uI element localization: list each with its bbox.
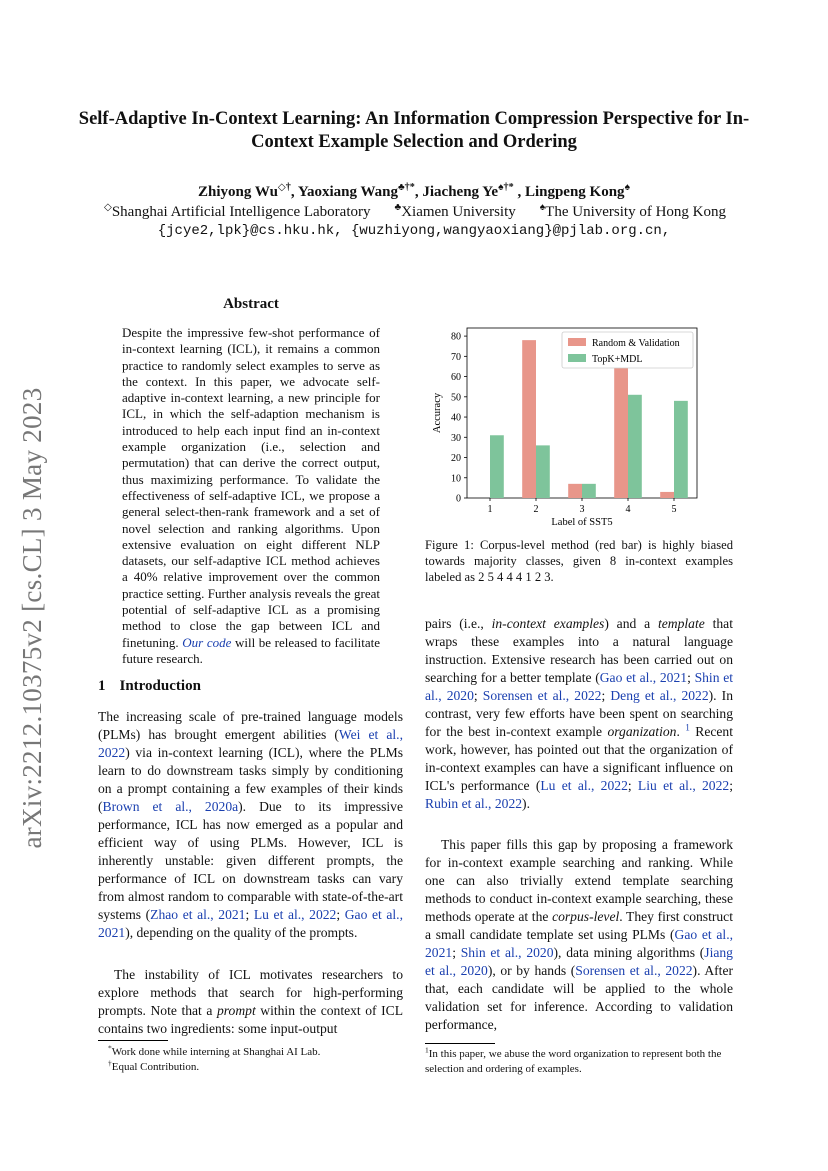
citation-link[interactable]: Shin et al., 2020 bbox=[460, 945, 554, 960]
bar-random-validation bbox=[522, 340, 536, 498]
right-paragraph-1 bbox=[425, 615, 733, 813]
footnote-rule bbox=[425, 1043, 495, 1044]
bar-random-validation bbox=[568, 484, 582, 498]
author-name: Jiacheng Ye bbox=[422, 184, 499, 200]
section-heading-introduction bbox=[98, 678, 398, 695]
text-run: Recent work, however, has pointed out that the organization of in-context examples can have a significant influence on ICL's performance ( bbox=[425, 724, 734, 793]
abstract-tail: will be released to facilitate future research. bbox=[122, 634, 380, 666]
footnote-text: In this paper, we abuse the word organization to represent both the selection and ordering of examples. bbox=[425, 1048, 722, 1075]
citation-link[interactable]: Deng et al., 2022 bbox=[610, 688, 709, 703]
text-run: ). bbox=[522, 796, 530, 811]
author-mark: ♠ bbox=[624, 182, 630, 193]
citation-link[interactable]: Shin et al., 2020 bbox=[425, 670, 734, 703]
author-list bbox=[60, 183, 768, 201]
y-tick-label: 40 bbox=[451, 412, 461, 424]
author-mark: ◇† bbox=[277, 182, 291, 193]
bar-random-validation bbox=[660, 492, 674, 498]
paper-title: Self-Adaptive In-Context Learning: An Information Compression Perspective for In-Context Example Selection and Ordering bbox=[78, 109, 750, 152]
footnote bbox=[98, 1057, 403, 1075]
y-axis-label: Accuracy bbox=[432, 392, 443, 434]
separator: , bbox=[290, 184, 298, 200]
citation-link[interactable]: Lu et al., 2022 bbox=[540, 778, 628, 793]
text-run: ), or by hands ( bbox=[487, 963, 576, 978]
author-name: Yaoxiang Wang bbox=[297, 184, 398, 200]
figure-1-chart bbox=[425, 322, 725, 532]
citation-link[interactable]: Wei et al., 2022 bbox=[98, 727, 403, 760]
citation-link[interactable]: Brown et al., 2020a bbox=[102, 799, 239, 814]
legend-swatch bbox=[568, 338, 586, 346]
y-tick-label: 20 bbox=[451, 453, 461, 465]
text-run: ). After that, each candidate will be applied to the whole validation set for inference. According to validation performance, bbox=[425, 963, 734, 1032]
emphasis: prompt bbox=[216, 1003, 256, 1018]
x-tick-label: 4 bbox=[625, 504, 631, 515]
text-run: pairs (i.e., bbox=[425, 616, 492, 631]
y-tick-label: 10 bbox=[451, 473, 461, 485]
footnotes-left bbox=[98, 1045, 403, 1074]
affiliation bbox=[104, 204, 371, 220]
text-run: . bbox=[676, 724, 686, 739]
y-tick-label: 80 bbox=[451, 331, 461, 343]
x-axis-label: Label of SST5 bbox=[551, 517, 613, 528]
bar-topk-mdl bbox=[628, 395, 642, 498]
text-run: ; bbox=[473, 688, 483, 703]
bar-random-validation bbox=[614, 356, 628, 498]
text-run: . They first construct a small candidate template set using PLMs ( bbox=[425, 909, 733, 942]
text-run: that wraps these examples into a natural language instruction. Extensive research has been carried out on searching for a better template ( bbox=[425, 616, 733, 685]
citation-link[interactable]: Sorensen et al., 2022 bbox=[482, 688, 602, 703]
author-name: Zhiyong Wu bbox=[198, 184, 278, 200]
footnote-right bbox=[425, 1047, 733, 1076]
y-tick-label: 50 bbox=[451, 392, 461, 404]
author-name: Lingpeng Kong bbox=[524, 184, 625, 200]
text-run: within the context of ICL contains two ingredients: some input-output bbox=[98, 1003, 403, 1036]
abstract-body bbox=[122, 325, 380, 667]
code-link[interactable]: Our code bbox=[182, 634, 232, 650]
footnote-ref[interactable]: 1 bbox=[685, 722, 690, 733]
affiliation bbox=[395, 204, 516, 220]
y-tick-label: 70 bbox=[451, 351, 461, 363]
text-run: The instability of ICL motivates researchers to explore methods that search for high-performing prompts. Note that a bbox=[98, 967, 403, 1018]
footnote-text: Work done while interning at Shanghai AI Lab. bbox=[111, 1046, 321, 1058]
emphasis: corpus-level bbox=[552, 909, 620, 924]
emphasis: template bbox=[657, 616, 705, 631]
affiliation-mark: ♠ bbox=[539, 202, 546, 213]
author-mark: ♣†* bbox=[398, 182, 415, 193]
right-paragraph-2 bbox=[425, 836, 733, 1034]
citation-link[interactable]: Jiang et al., 2020 bbox=[425, 945, 733, 978]
citation-link[interactable]: Gao et al., 2021 bbox=[425, 927, 733, 960]
citation-link[interactable]: Gao et al., 2021 bbox=[98, 907, 403, 940]
text-run: The increasing scale of pre-trained language models (PLMs) has brought emergent abilities ( bbox=[98, 709, 403, 742]
y-tick-label: 60 bbox=[451, 372, 461, 384]
bar-topk-mdl bbox=[490, 435, 504, 498]
affiliation-mark: ◇ bbox=[104, 202, 112, 213]
legend-label: Random & Validation bbox=[592, 338, 680, 349]
section-number: 1 bbox=[98, 678, 106, 694]
separator: , bbox=[414, 184, 423, 200]
abstract-text: Despite the impressive few-shot performance of in-context learning (ICL), it remains a common practice to randomly select examples to serve as the context. In this paper, we advocate self-adaptive in-context learning, a new principle for ICL, in which the self-adaption mechanism is introduced to help each input find an in-context example organization (i.e., selection and permutation) that can derive the correct output, thus maximizing performance. To validate the effectiveness of self-adaptive ICL, we propose a general select-then-rank framework and a set of novel selection and ranking algorithms. Upon extensive evaluation on eight different NLP datasets, our self-adaptive ICL method achieves a 40% relative improvement over the common practice setting. Further analysis reveals the great potential of self-adaptive ICL as a promising method to close the gap between ICL and finetuning. bbox=[122, 325, 380, 650]
abstract-heading: Abstract bbox=[223, 296, 279, 312]
x-tick-label: 3 bbox=[579, 504, 585, 515]
text-run: ; bbox=[336, 907, 345, 922]
text-run: ; bbox=[245, 907, 254, 922]
text-run: ) via in-context learning (ICL), where the PLMs learn to do downstream tasks simply by conditioning on a prompt containing a few examples of their kinds ( bbox=[98, 745, 403, 814]
text-run: ). Due to its impressive performance, ICL has now emerged as a popular and efficient way of using PLMs. However, ICL is inherently unstable: given different prompts, the performance of ICL on downstream tasks can vary from almost random to comparable with state-of-the-art systems ( bbox=[98, 799, 404, 922]
affiliation-list bbox=[40, 203, 790, 221]
x-tick-label: 1 bbox=[487, 504, 493, 515]
citation-link[interactable]: Liu et al., 2022 bbox=[637, 778, 730, 793]
affiliation-mark: ♣ bbox=[394, 202, 402, 213]
legend-swatch bbox=[568, 354, 586, 362]
text-run: ; bbox=[687, 670, 695, 685]
citation-link[interactable]: Rubin et al., 2022 bbox=[425, 796, 523, 811]
emphasis: in-context examples bbox=[491, 616, 605, 631]
text-run: ). In contrast, very few efforts have been spent on searching for the best in-context example bbox=[425, 688, 733, 739]
text-run: ), data mining algorithms ( bbox=[553, 945, 705, 960]
footnote bbox=[98, 1045, 403, 1060]
footnote-mark: * bbox=[108, 1043, 112, 1053]
text-run: ; bbox=[627, 778, 638, 793]
text-run: ; bbox=[601, 688, 611, 703]
bar-topk-mdl bbox=[674, 401, 688, 498]
affiliation-name: The University of Hong Kong bbox=[545, 204, 726, 220]
citation-link[interactable]: Sorensen et al., 2022 bbox=[575, 963, 693, 978]
footnote-mark: † bbox=[108, 1057, 112, 1067]
text-run: This paper fills this gap by proposing a framework for in-context example searching and ranking. While one can also trivially extend template searching methods to conduct in-context example searching, these methods operate at the bbox=[425, 837, 733, 924]
intro-paragraph-2 bbox=[98, 966, 403, 1038]
citation-link[interactable]: Zhao et al., 2021 bbox=[150, 907, 246, 922]
y-tick-label: 0 bbox=[456, 493, 461, 505]
bar-topk-mdl bbox=[536, 445, 550, 498]
text-run: ) and a bbox=[604, 616, 658, 631]
text-run: ; bbox=[729, 778, 733, 793]
figure-caption: Figure 1: Corpus-level method (red bar) is highly biased towards majority classes, given 8 in-context examples labeled as 2 5 4 4 4 1 2 3. bbox=[425, 538, 733, 584]
author-mark: ♠†* bbox=[498, 182, 514, 193]
footnote-mark: 1 bbox=[425, 1045, 429, 1055]
author-emails: {jcye2,lpk}@cs.hku.hk, {wuzhiyong,wangyaoxiang}@pjlab.org.cn, bbox=[157, 223, 671, 239]
separator: , bbox=[513, 184, 525, 200]
text-run: ; bbox=[452, 945, 461, 960]
footnote-rule bbox=[98, 1040, 168, 1041]
affiliation-name: Shanghai Artificial Intelligence Laboratory bbox=[111, 204, 371, 220]
y-tick-label: 30 bbox=[451, 432, 461, 444]
text-run: ), depending on the quality of the prompts. bbox=[125, 925, 358, 940]
citation-link[interactable]: Gao et al., 2021 bbox=[599, 670, 688, 685]
x-tick-label: 2 bbox=[533, 504, 539, 515]
citation-link[interactable]: Lu et al., 2022 bbox=[253, 907, 337, 922]
emphasis: organization bbox=[607, 724, 677, 739]
arxiv-stamp: arXiv:2212.10375v2 [cs.CL] 3 May 2023 bbox=[17, 387, 47, 849]
x-tick-label: 5 bbox=[671, 504, 677, 515]
legend-label: TopK+MDL bbox=[592, 354, 643, 365]
affiliation-name: Xiamen University bbox=[401, 204, 516, 220]
intro-paragraph-1 bbox=[98, 708, 403, 942]
bar-topk-mdl bbox=[582, 484, 596, 498]
footnote-text: Equal Contribution. bbox=[111, 1060, 200, 1073]
section-title: Introduction bbox=[119, 678, 201, 694]
affiliation bbox=[540, 204, 726, 220]
